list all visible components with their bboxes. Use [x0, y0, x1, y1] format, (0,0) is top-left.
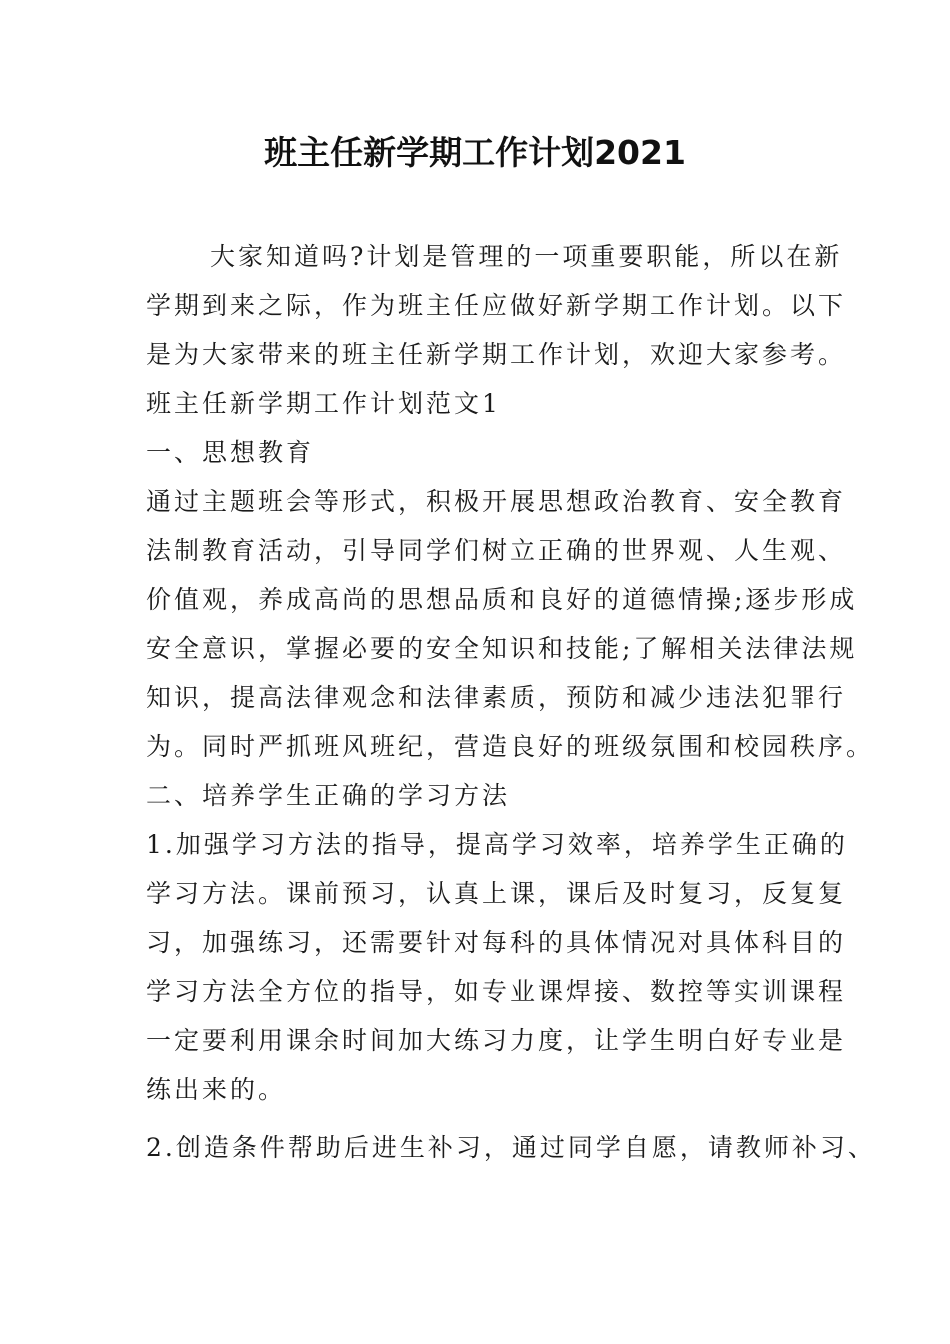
- section-heading: 二、培养学生正确的学习方法: [146, 781, 511, 810]
- paragraph-line: 安全意识，掌握必要的安全知识和技能;了解相关法律法规: [146, 634, 858, 663]
- section-heading: 一、思想教育: [146, 438, 315, 467]
- paragraph-line: 价值观，养成高尚的思想品质和良好的道德情操;逐步形成: [146, 585, 858, 614]
- paragraph-line: 学习方法全方位的指导，如专业课焊接、数控等实训课程: [146, 977, 847, 1006]
- section-heading: 班主任新学期工作计划范文1: [146, 389, 501, 418]
- document-body: [146, 232, 876, 1172]
- paragraph-line: 一定要利用课余时间加大练习力度，让学生明白好专业是: [146, 1026, 847, 1055]
- paragraph-line: 知识，提高法律观念和法律素质，预防和减少违法犯罪行: [146, 683, 847, 712]
- paragraph-line: 1.加强学习方法的指导，提高学习效率，培养学生正确的: [146, 830, 848, 859]
- paragraph-line: 为。同时严抓班风班纪，营造良好的班级氛围和校园秩序。: [146, 732, 875, 761]
- paragraph-line: 通过主题班会等形式，积极开展思想政治教育、安全教育: [146, 487, 847, 516]
- paragraph-line: 是为大家带来的班主任新学期工作计划，欢迎大家参考。: [146, 340, 847, 369]
- document-title: 班主任新学期工作计划2021: [264, 133, 686, 172]
- paragraph-line: 练出来的。: [146, 1075, 287, 1104]
- paragraph-line: 法制教育活动，引导同学们树立正确的世界观、人生观、: [146, 536, 847, 565]
- paragraph-line: 大家知道吗?计划是管理的一项重要职能，所以在新: [210, 242, 843, 271]
- paragraph-line: 学期到来之际，作为班主任应做好新学期工作计划。以下: [146, 291, 847, 320]
- paragraph-line: 习，加强练习，还需要针对每科的具体情况对具体科目的: [146, 928, 847, 957]
- paragraph-line: 2.创造条件帮助后进生补习，通过同学自愿，请教师补习、: [146, 1133, 876, 1162]
- paragraph-line: 学习方法。课前预习，认真上课，课后及时复习，反复复: [146, 879, 847, 908]
